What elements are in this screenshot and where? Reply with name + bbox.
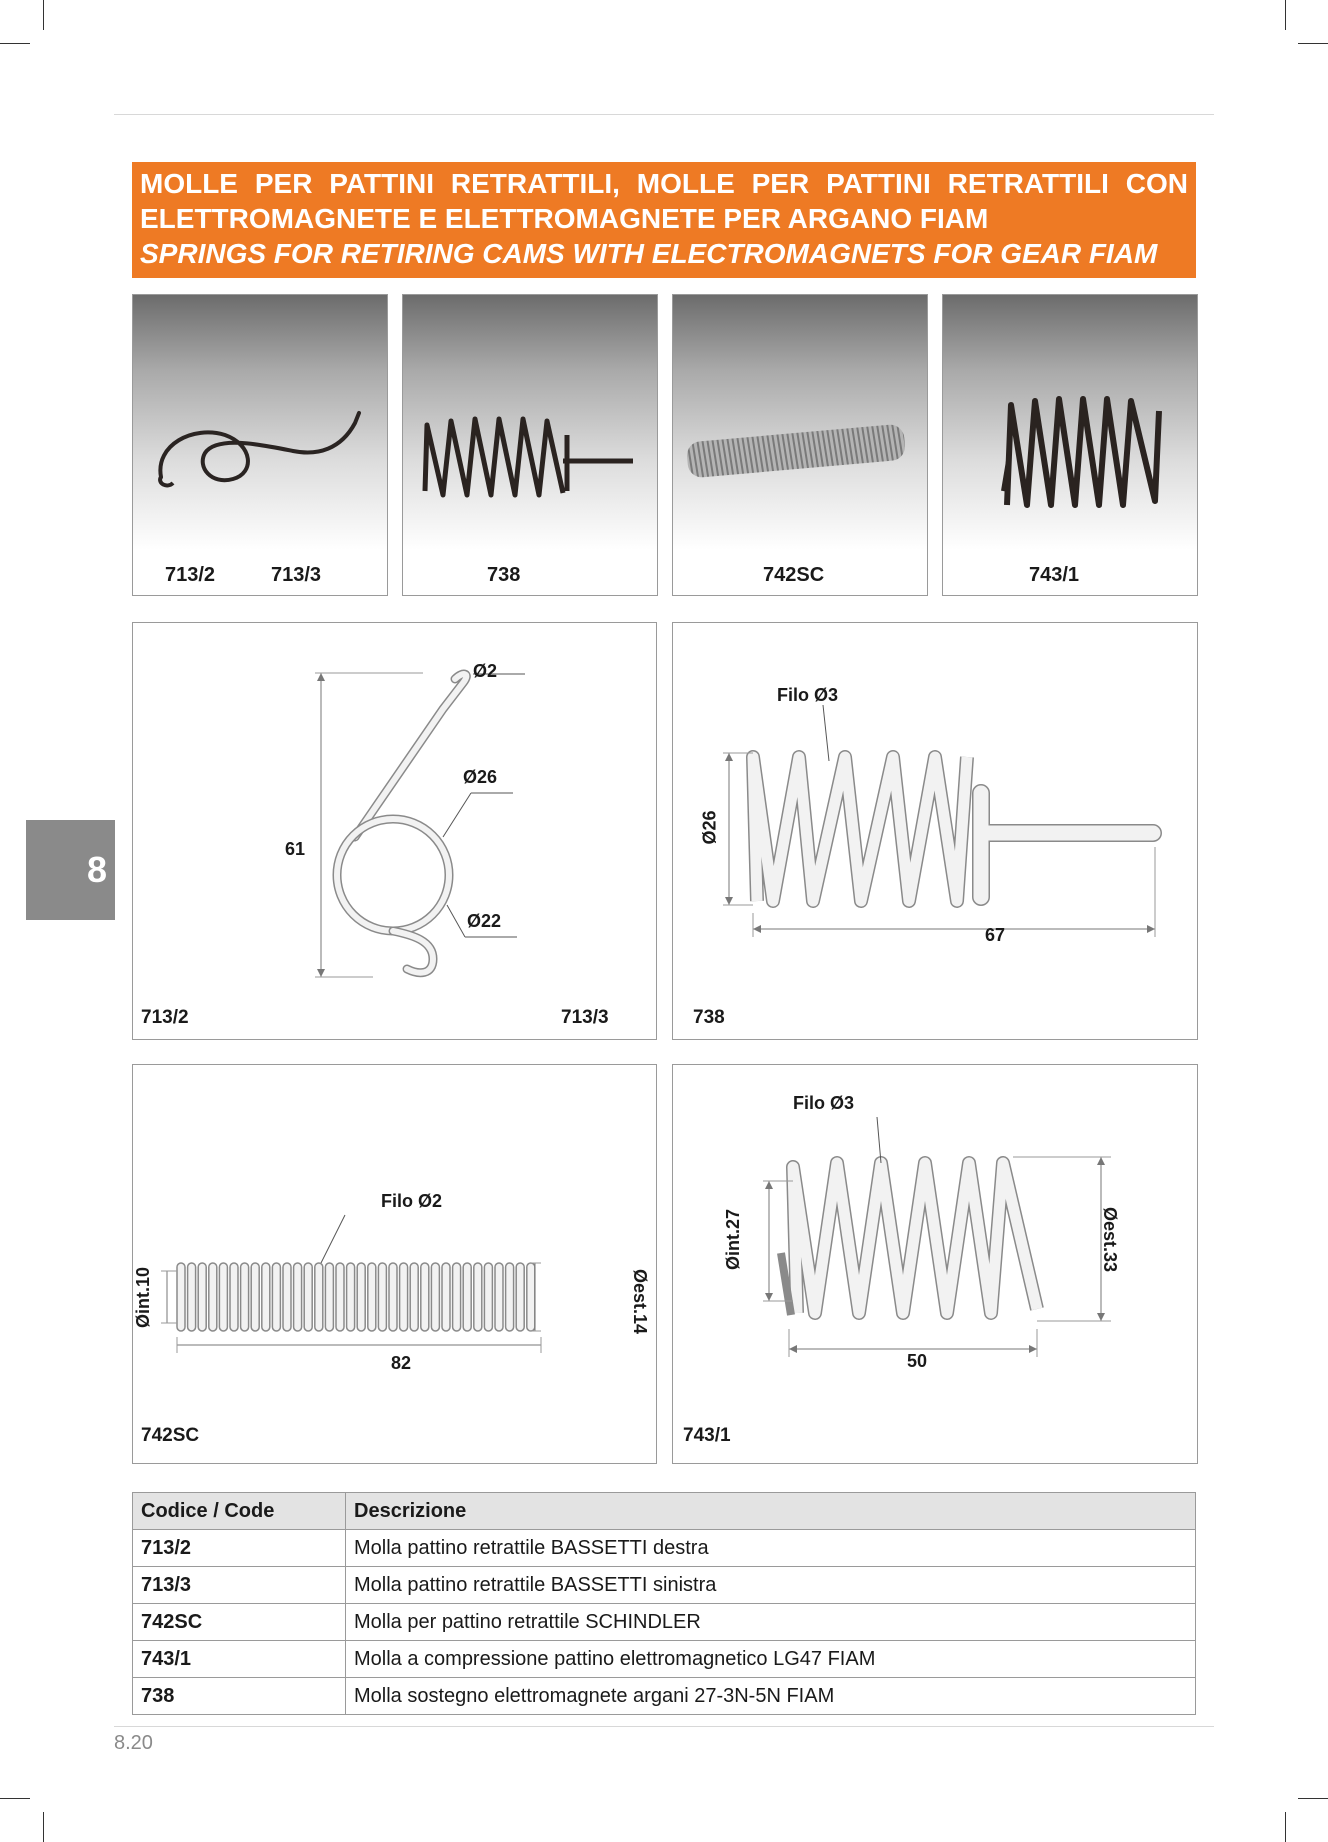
- parts-table: [132, 1492, 1196, 1715]
- dim-length-738: 67: [985, 925, 1006, 945]
- coil-turn: [219, 1263, 227, 1331]
- coil-turn: [463, 1263, 471, 1331]
- coil-turn: [516, 1263, 524, 1331]
- dim-wire-743-1: Filo Ø3: [793, 1093, 855, 1113]
- row-description: Molla pattino retrattile BASSETTI sinistra: [346, 1567, 1196, 1604]
- drawing-code-742sc: 742SC: [141, 1425, 200, 1446]
- coil-turn: [506, 1263, 514, 1331]
- coil-turn: [304, 1263, 312, 1331]
- row-description: Molla a compressione pattino elettromagnetico LG47 FIAM: [346, 1641, 1196, 1678]
- drawing-code-713-2: 713/2: [141, 1007, 189, 1028]
- coil-turn: [442, 1263, 450, 1331]
- header-code: Codice / Code: [133, 1493, 346, 1530]
- row-description: Molla pattino retrattile BASSETTI destra: [346, 1530, 1196, 1567]
- table-row: [133, 1530, 1196, 1567]
- coil-turn: [177, 1263, 185, 1331]
- coil-turn: [527, 1263, 535, 1331]
- spring-743-1-image: [943, 295, 1199, 597]
- title-banner: [132, 162, 1196, 278]
- dim-length-743-1: 50: [907, 1351, 928, 1371]
- row-description: Molla sostegno elettromagnete argani 27-3N-5N FIAM: [346, 1678, 1196, 1715]
- drawing-713: [132, 622, 657, 1040]
- coil-turn: [431, 1263, 439, 1331]
- row-description: Molla per pattino retrattile SCHINDLER: [346, 1604, 1196, 1641]
- dim-est-742sc: Øest.14: [630, 1268, 651, 1335]
- dim-int-743-1: Øint.27: [723, 1208, 744, 1271]
- photo-code-742sc: 742SC: [763, 564, 825, 586]
- spring-738-image: [403, 295, 659, 597]
- coil-turn: [495, 1263, 503, 1331]
- coil-turn: [474, 1263, 482, 1331]
- drawing-738-lines: [673, 623, 1199, 1041]
- drawing-743-1: [672, 1064, 1198, 1464]
- dim-inner-713: Ø22: [467, 911, 502, 931]
- crop-mark: [1298, 43, 1328, 44]
- top-rule: [114, 114, 1214, 115]
- table-row: [133, 1604, 1196, 1641]
- dim-est-743-1: Øest.33: [1100, 1206, 1121, 1273]
- drawing-code-713-3: 713/3: [561, 1007, 609, 1028]
- coil-turn: [272, 1263, 280, 1331]
- coil-turn: [368, 1263, 376, 1331]
- coil-turn: [378, 1263, 386, 1331]
- drawing-713-lines: [133, 623, 658, 1041]
- coil-turn: [230, 1263, 238, 1331]
- drawing-code-743-1: 743/1: [683, 1425, 731, 1446]
- photo-code-713-2: 713/2: [165, 564, 216, 586]
- row-code: 713/3: [133, 1567, 346, 1604]
- photo-743-1: [942, 294, 1198, 596]
- coil-turn: [198, 1263, 206, 1331]
- title-line-2: ELETTROMAGNETE E ELETTROMAGNETE PER ARGANO FIAM: [140, 203, 989, 234]
- table-row: [133, 1567, 1196, 1604]
- row-code: 742SC: [133, 1604, 346, 1641]
- dim-wire-738: Filo Ø3: [777, 685, 839, 705]
- dim-int-742sc: Øint.10: [133, 1266, 154, 1329]
- coil-turn: [251, 1263, 259, 1331]
- table-header-row: [133, 1493, 1196, 1530]
- crop-mark: [0, 43, 30, 44]
- drawing-742sc: [132, 1064, 657, 1464]
- row-code: 738: [133, 1678, 346, 1715]
- spring-742sc-image: [673, 295, 929, 597]
- spring-713-image: [133, 295, 389, 597]
- dim-diameter-738: Ø26: [699, 810, 720, 845]
- coil-turn: [336, 1263, 344, 1331]
- section-tab: 8: [26, 820, 115, 920]
- drawing-743-1-lines: [673, 1065, 1199, 1465]
- coil-turn: [315, 1263, 323, 1331]
- coil-turn: [389, 1263, 397, 1331]
- coil-turn: [400, 1263, 408, 1331]
- row-code: 713/2: [133, 1530, 346, 1567]
- dim-wire-742sc: Filo Ø2: [381, 1191, 443, 1211]
- photo-742sc: [672, 294, 928, 596]
- crop-mark: [1285, 0, 1286, 30]
- crop-mark: [43, 0, 44, 30]
- coil-turn: [410, 1263, 418, 1331]
- bottom-rule: [114, 1726, 1214, 1727]
- dim-height-713: 61: [285, 839, 306, 859]
- crop-mark: [43, 1812, 44, 1842]
- dim-length-742sc: 82: [391, 1353, 412, 1373]
- dim-wire-713: Ø2: [473, 661, 498, 681]
- coil-turn: [241, 1263, 249, 1331]
- title-line-3: SPRINGS FOR RETIRING CAMS WITH ELECTROMAGNETS FOR GEAR FIAM: [140, 238, 1158, 269]
- coil-turn: [421, 1263, 429, 1331]
- photo-738: [402, 294, 658, 596]
- crop-mark: [0, 1798, 30, 1799]
- coil-turn: [484, 1263, 492, 1331]
- crop-mark: [1298, 1798, 1328, 1799]
- coil-turn: [453, 1263, 461, 1331]
- coil-turn: [294, 1263, 302, 1331]
- photo-code-743-1: 743/1: [1029, 564, 1080, 586]
- drawing-code-738: 738: [693, 1007, 725, 1028]
- table-row: [133, 1641, 1196, 1678]
- header-description: Descrizione: [346, 1493, 1196, 1530]
- page-number: 8.20: [114, 1732, 153, 1754]
- coil-turn: [188, 1263, 196, 1331]
- crop-mark: [1285, 1812, 1286, 1842]
- photo-code-713-3: 713/3: [271, 564, 322, 586]
- drawing-742sc-lines: [133, 1065, 658, 1465]
- photo-713: [132, 294, 388, 596]
- dim-outer-713: Ø26: [463, 767, 498, 787]
- coil-turn: [209, 1263, 217, 1331]
- photo-code-738: 738: [487, 564, 521, 586]
- coil-turn: [347, 1263, 355, 1331]
- coil-turn: [325, 1263, 333, 1331]
- coil-turn: [357, 1263, 365, 1331]
- coil-turn: [283, 1263, 291, 1331]
- title-line-1: MOLLE PER PATTINI RETRATTILI, MOLLE PER PATTINI RETRATTILI CON: [140, 168, 1188, 199]
- drawing-738: [672, 622, 1198, 1040]
- coil-turn: [262, 1263, 270, 1331]
- table-row: [133, 1678, 1196, 1715]
- row-code: 743/1: [133, 1641, 346, 1678]
